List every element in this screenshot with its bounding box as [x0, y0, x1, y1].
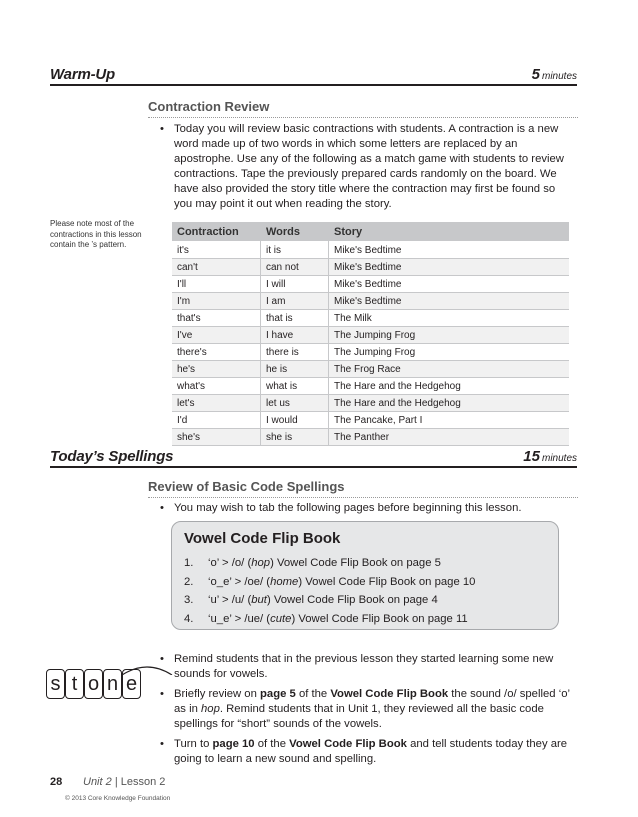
- warmup-time: [532, 66, 577, 83]
- table-row: [172, 242, 569, 259]
- contraction-intro-bullet: [160, 122, 570, 212]
- cell-story: Mike's Bedtime: [329, 242, 570, 259]
- review-text: Briefly review on page 5 of the Vowel Code Flip Book the sound /o/ spelled ‘o’ as in hop. Remind students that in Unit 1, they reviewed all the basic code spellings for “short” sounds of the vowels.: [174, 688, 570, 730]
- cell-words: there is: [261, 344, 329, 361]
- turn-bullet: [160, 737, 570, 767]
- cell-words: I will: [261, 276, 329, 293]
- remind-text: Remind students that in the previous lesson they started learning some new sounds for vowels.: [174, 653, 554, 680]
- cell-story: The Milk: [329, 310, 570, 327]
- cell-contraction: I'll: [172, 276, 261, 293]
- cell-words: let us: [261, 395, 329, 412]
- cell-story: Mike's Bedtime: [329, 259, 570, 276]
- header-story: Story: [329, 222, 570, 242]
- warmup-time-num: 5: [531, 66, 540, 83]
- cell-contraction: let's: [172, 395, 261, 412]
- spellings-time: [523, 448, 577, 465]
- page-number: 28: [50, 776, 63, 788]
- cell-words: can not: [261, 259, 329, 276]
- cell-contraction: what's: [172, 378, 261, 395]
- cell-story: The Jumping Frog: [329, 327, 570, 344]
- cell-story: The Hare and the Hedgehog: [329, 395, 570, 412]
- stone-word-graphic: [46, 669, 141, 699]
- warmup-title: Warm-Up: [50, 66, 115, 83]
- table-row: [172, 259, 569, 276]
- tab-pages-bullet: [160, 501, 570, 516]
- side-note: Please note most of the contractions in this lesson contain the ’s pattern.: [50, 219, 142, 249]
- table-row: [172, 344, 569, 361]
- cell-story: The Hare and the Hedgehog: [329, 378, 570, 395]
- warmup-header: [50, 66, 577, 86]
- cell-contraction: I'm: [172, 293, 261, 310]
- cell-story: The Jumping Frog: [329, 344, 570, 361]
- cell-contraction: it's: [172, 242, 261, 259]
- table-row: [172, 378, 569, 395]
- cell-contraction: I've: [172, 327, 261, 344]
- table-row: [172, 310, 569, 327]
- bullet-dot: •: [160, 688, 164, 700]
- contraction-review-heading: Contraction Review: [148, 99, 578, 118]
- flip-book-box: [171, 521, 559, 630]
- spellings-time-num: 15: [523, 448, 540, 465]
- review-basic-heading: Review of Basic Code Spellings: [148, 479, 578, 498]
- letter-box: o: [84, 669, 103, 699]
- cell-story: Mike's Bedtime: [329, 276, 570, 293]
- cell-words: I would: [261, 412, 329, 429]
- table-row: [172, 276, 569, 293]
- cell-contraction: she's: [172, 429, 261, 446]
- spellings-header: [50, 448, 577, 468]
- review-bullet: [160, 687, 570, 732]
- cell-words: I have: [261, 327, 329, 344]
- cell-words: she is: [261, 429, 329, 446]
- list-item: 1. ‘o’ > /o/ (hop) Vowel Code Flip Book on page 5: [184, 557, 441, 569]
- cell-words: he is: [261, 361, 329, 378]
- cell-contraction: can't: [172, 259, 261, 276]
- spellings-time-unit: minutes: [541, 453, 577, 464]
- header-contraction: Contraction: [172, 222, 261, 242]
- spellings-title: Today’s Spellings: [50, 448, 174, 465]
- bullet-dot: •: [160, 738, 164, 750]
- header-words: Words: [261, 222, 329, 242]
- cell-contraction: that's: [172, 310, 261, 327]
- cell-words: I am: [261, 293, 329, 310]
- copyright: © 2013 Core Knowledge Foundation: [65, 795, 171, 802]
- bullet-dot: •: [160, 653, 164, 665]
- contraction-table: [172, 222, 569, 446]
- cell-words: it is: [261, 242, 329, 259]
- bullet-dot: •: [160, 123, 164, 135]
- cell-story: The Pancake, Part I: [329, 412, 570, 429]
- cell-words: that is: [261, 310, 329, 327]
- letter-box: n: [103, 669, 122, 699]
- table-row: [172, 412, 569, 429]
- table-row: [172, 395, 569, 412]
- flip-book-title: Vowel Code Flip Book: [184, 530, 341, 547]
- flip-book-list: [184, 554, 475, 628]
- cell-story: The Panther: [329, 429, 570, 446]
- warmup-time-unit: minutes: [541, 71, 577, 82]
- list-item: 4. ‘u_e’ > /ue/ (cute) Vowel Code Flip Book on page 11: [184, 612, 468, 625]
- cell-contraction: I'd: [172, 412, 261, 429]
- contraction-intro-text: Today you will review basic contractions with students. A contraction is a new word made up of two words in which some letters are replaced by an apostrophe. Use any of the following as a match game with students to review contractions. Tape the previously prepared cards randomly on the board. We have also provided the story title where the contraction may first be found so you may point it out when reading the story.: [174, 123, 564, 210]
- table-row: [172, 327, 569, 344]
- cell-story: Mike's Bedtime: [329, 293, 570, 310]
- bullet-dot: •: [160, 502, 164, 514]
- cell-contraction: he's: [172, 361, 261, 378]
- letter-box: t: [65, 669, 84, 699]
- remind-bullet: [160, 652, 570, 682]
- table-header-row: [172, 222, 569, 242]
- cell-words: what is: [261, 378, 329, 395]
- table-row: [172, 361, 569, 378]
- cell-story: The Frog Race: [329, 361, 570, 378]
- unit-lesson-label: Unit 2 | Lesson 2: [83, 776, 166, 788]
- list-item: 2. ‘o_e’ > /oe/ (home) Vowel Code Flip Book on page 10: [184, 575, 476, 588]
- table-row: [172, 293, 569, 310]
- letter-box: e: [122, 669, 141, 699]
- letter-box: s: [46, 669, 65, 699]
- cell-contraction: there's: [172, 344, 261, 361]
- table-row: [172, 429, 569, 446]
- tab-pages-text: You may wish to tab the following pages before beginning this lesson.: [174, 502, 522, 514]
- turn-text: Turn to page 10 of the Vowel Code Flip Book and tell students today they are going to learn a new sound and spelling.: [174, 738, 568, 765]
- list-item: 3. ‘u’ > /u/ (but) Vowel Code Flip Book on page 4: [184, 594, 438, 606]
